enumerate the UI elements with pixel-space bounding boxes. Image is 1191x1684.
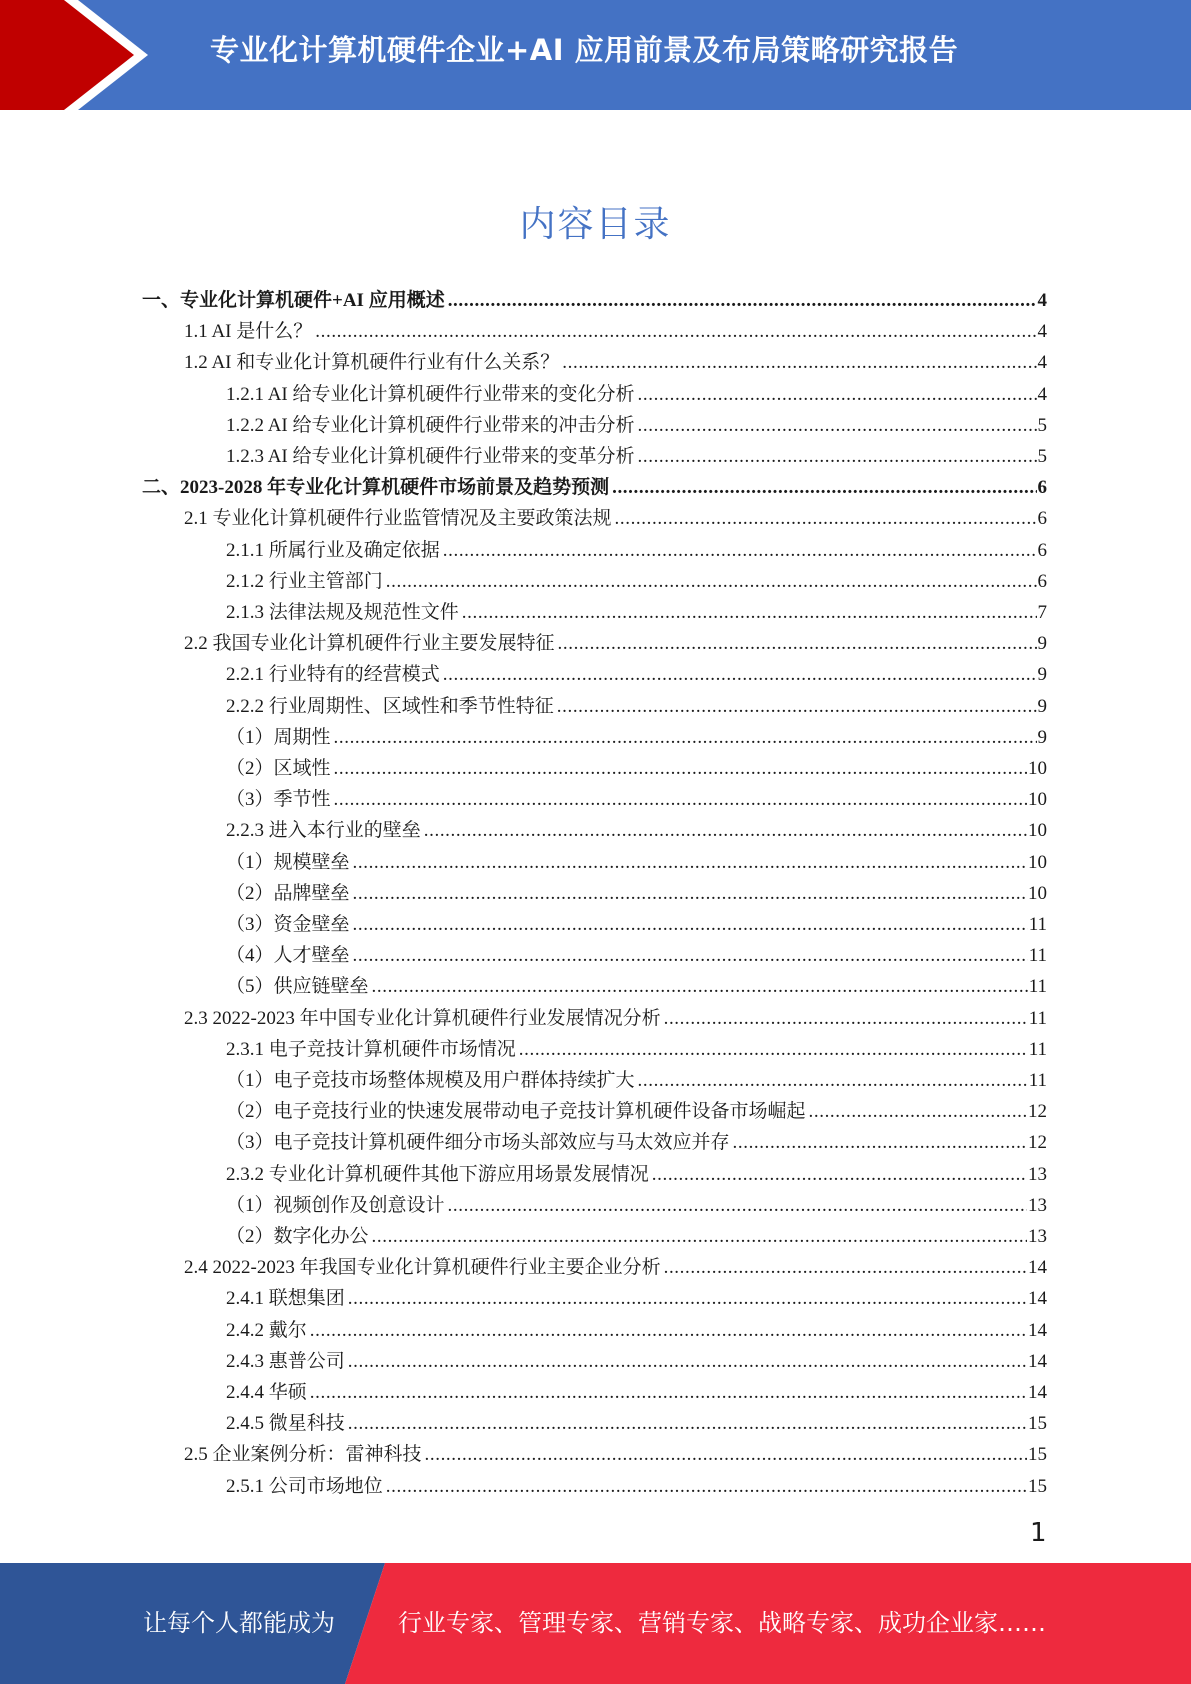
report-title: 专业化计算机硬件企业+AI 应用前景及布局策略研究报告 xyxy=(210,33,959,67)
toc-entry[interactable] xyxy=(226,1315,1047,1346)
toc-entry-title: （2）区域性 xyxy=(226,758,331,779)
toc-dot-leader xyxy=(315,316,1036,347)
toc-entry-title: 1.2.2 AI 给专业化计算机硬件行业带来的冲击分析 xyxy=(226,415,635,436)
toc-dot-leader xyxy=(519,1034,1028,1065)
toc-entry-page: 10 xyxy=(1028,852,1047,873)
toc-entry-title: （1）视频创作及创意设计 xyxy=(226,1195,445,1216)
toc-entry-title: 1.2.1 AI 给专业化计算机硬件行业带来的变化分析 xyxy=(226,384,635,405)
toc-entry-title: （2）品牌壁垒 xyxy=(226,883,350,904)
toc-dot-leader xyxy=(372,971,1028,1002)
toc-entry[interactable] xyxy=(226,441,1047,472)
toc-dot-leader xyxy=(809,1096,1027,1127)
report-header xyxy=(0,0,1191,110)
toc-entry-page: 15 xyxy=(1028,1444,1047,1465)
toc-entry-title: 2.2 我国专业化计算机硬件行业主要发展特征 xyxy=(184,633,555,654)
toc-entry[interactable] xyxy=(226,1159,1047,1190)
toc-entry-title: 一、专业化计算机硬件+AI 应用概述 xyxy=(142,290,445,311)
toc-entry-page: 6 xyxy=(1037,477,1047,498)
toc-entry-title: 2.2.1 行业特有的经营模式 xyxy=(226,664,440,685)
toc-entry[interactable] xyxy=(226,847,1047,878)
toc-entry-title: （3）电子竞技计算机硬件细分市场头部效应与马太效应并存 xyxy=(226,1132,730,1153)
toc-dot-leader xyxy=(638,441,1037,472)
toc-dot-leader xyxy=(310,1377,1027,1408)
toc-entry-page: 4 xyxy=(1037,290,1047,311)
toc-entry-page: 13 xyxy=(1028,1195,1047,1216)
toc-dot-leader xyxy=(372,1221,1027,1252)
toc-entry[interactable] xyxy=(226,753,1047,784)
toc-dot-leader xyxy=(562,347,1036,378)
toc-dot-leader xyxy=(334,753,1027,784)
toc-entry-title: 二、2023-2028 年专业化计算机硬件市场前景及趋势预测 xyxy=(142,477,610,498)
toc-entry[interactable] xyxy=(184,1252,1047,1283)
toc-entry[interactable] xyxy=(226,1346,1047,1377)
toc-entry-title: （1）规模壁垒 xyxy=(226,852,350,873)
toc-entry[interactable] xyxy=(226,410,1047,441)
toc-entry-title: 2.1 专业化计算机硬件行业监管情况及主要政策法规 xyxy=(184,508,612,529)
toc-entry[interactable] xyxy=(226,659,1047,690)
toc-entry-title: 1.2.3 AI 给专业化计算机硬件行业带来的变革分析 xyxy=(226,446,635,467)
toc-entry-page: 12 xyxy=(1028,1132,1047,1153)
toc-entry-title: 2.3.2 专业化计算机硬件其他下游应用场景发展情况 xyxy=(226,1164,649,1185)
toc-entry[interactable] xyxy=(226,784,1047,815)
toc-entry-page: 10 xyxy=(1028,789,1047,810)
toc-dot-leader xyxy=(443,535,1037,566)
toc-dot-leader xyxy=(448,1190,1027,1221)
footer-slogan-left: 让每个人都能成为 xyxy=(143,1609,335,1637)
toc-entry[interactable] xyxy=(226,1377,1047,1408)
toc-entry[interactable] xyxy=(226,1096,1047,1127)
toc-entry[interactable] xyxy=(142,285,1047,316)
toc-entry-page: 5 xyxy=(1037,446,1047,467)
toc-entry-page: 14 xyxy=(1028,1288,1047,1309)
toc-entry[interactable] xyxy=(226,940,1047,971)
toc-dot-leader xyxy=(425,1439,1027,1470)
toc-entry[interactable] xyxy=(226,597,1047,628)
toc-entry-page: 10 xyxy=(1028,758,1047,779)
toc-entry[interactable] xyxy=(226,1034,1047,1065)
toc-entry-page: 6 xyxy=(1037,508,1047,529)
toc-dot-leader xyxy=(638,1065,1028,1096)
toc-entry[interactable] xyxy=(226,815,1047,846)
toc-entry-title: 2.5.1 公司市场地位 xyxy=(226,1476,383,1497)
toc-entry-page: 6 xyxy=(1037,540,1047,561)
toc-entry-title: 2.4 2022-2023 年我国专业化计算机硬件行业主要企业分析 xyxy=(184,1257,661,1278)
toc-entry-title: 2.2.2 行业周期性、区域性和季节性特征 xyxy=(226,696,554,717)
toc-entry-page: 9 xyxy=(1037,633,1047,654)
toc-entry[interactable] xyxy=(226,691,1047,722)
toc-entry[interactable] xyxy=(226,878,1047,909)
toc-entry-page: 10 xyxy=(1028,883,1047,904)
toc-entry-page: 12 xyxy=(1028,1101,1047,1122)
toc-entry-page: 11 xyxy=(1028,1008,1047,1029)
toc-dot-leader xyxy=(612,472,1036,503)
toc-entry-title: 2.3 2022-2023 年中国专业化计算机硬件行业发展情况分析 xyxy=(184,1008,661,1029)
toc-entry-title: 2.4.2 戴尔 xyxy=(226,1320,307,1341)
toc-entry-page: 14 xyxy=(1028,1320,1047,1341)
toc-dot-leader xyxy=(348,1283,1027,1314)
toc-entry[interactable] xyxy=(226,1065,1047,1096)
toc-dot-leader xyxy=(664,1252,1027,1283)
toc-entry-page: 9 xyxy=(1037,664,1047,685)
toc-heading: 内容目录 xyxy=(519,204,672,245)
toc-entry-page: 4 xyxy=(1037,321,1047,342)
toc-dot-leader xyxy=(353,847,1027,878)
toc-entry-title: 2.4.1 联想集团 xyxy=(226,1288,345,1309)
toc-entry-page: 4 xyxy=(1037,384,1047,405)
toc-entry-title: 1.1 AI 是什么？ xyxy=(184,321,313,342)
toc-entry-title: 2.2.3 进入本行业的壁垒 xyxy=(226,820,421,841)
toc-dot-leader xyxy=(462,597,1037,628)
toc-entry-title: （1）电子竞技市场整体规模及用户群体持续扩大 xyxy=(226,1070,635,1091)
toc-dot-leader xyxy=(334,784,1027,815)
toc-dot-leader xyxy=(334,722,1037,753)
toc-entry-page: 11 xyxy=(1028,1039,1047,1060)
page-number: 1 xyxy=(1030,1518,1047,1548)
toc-dot-leader xyxy=(386,1471,1027,1502)
toc-entry-title: 2.1.3 法律法规及规范性文件 xyxy=(226,602,459,623)
toc-entry-page: 5 xyxy=(1037,415,1047,436)
toc-entry[interactable] xyxy=(226,722,1047,753)
toc-entry-title: 2.3.1 电子竞技计算机硬件市场情况 xyxy=(226,1039,516,1060)
toc-entry[interactable] xyxy=(226,971,1047,1002)
toc-entry-title: （1）周期性 xyxy=(226,727,331,748)
toc-entry-page: 4 xyxy=(1037,352,1047,373)
toc-entry[interactable] xyxy=(184,1439,1047,1470)
toc-entry-page: 9 xyxy=(1037,727,1047,748)
toc-entry-page: 7 xyxy=(1037,602,1047,623)
footer-slogan-right: 行业专家、管理专家、营销专家、战略专家、成功企业家…… xyxy=(398,1609,1046,1637)
toc-entry-page: 13 xyxy=(1028,1226,1047,1247)
toc-dot-leader xyxy=(353,909,1028,940)
toc-entry-title: （2）数字化办公 xyxy=(226,1226,369,1247)
toc-entry-page: 9 xyxy=(1037,696,1047,717)
toc-entry[interactable] xyxy=(226,1221,1047,1252)
toc-entry-title: 2.4.5 微星科技 xyxy=(226,1413,345,1434)
report-footer xyxy=(0,1563,1191,1684)
toc-entry-page: 13 xyxy=(1028,1164,1047,1185)
toc-entry[interactable] xyxy=(226,566,1047,597)
toc-entry-title: （2）电子竞技行业的快速发展带动电子竞技计算机硬件设备市场崛起 xyxy=(226,1101,806,1122)
toc-entry[interactable] xyxy=(184,628,1047,659)
toc-entry-title: 2.1.2 行业主管部门 xyxy=(226,571,383,592)
toc-dot-leader xyxy=(638,379,1037,410)
toc-entry-title: 1.2 AI 和专业化计算机硬件行业有什么关系？ xyxy=(184,352,560,373)
toc-entry-title: 2.4.3 惠普公司 xyxy=(226,1351,345,1372)
toc-entry-title: 2.4.4 华硕 xyxy=(226,1382,307,1403)
toc-dot-leader xyxy=(664,1003,1028,1034)
toc-entry[interactable] xyxy=(226,379,1047,410)
toc-entry[interactable] xyxy=(226,1190,1047,1221)
toc-dot-leader xyxy=(733,1127,1027,1158)
toc-entry[interactable] xyxy=(142,472,1047,503)
toc-dot-leader xyxy=(353,878,1027,909)
toc-entry-page: 14 xyxy=(1028,1257,1047,1278)
toc-entry-page: 10 xyxy=(1028,820,1047,841)
toc-entry-title: （4）人才壁垒 xyxy=(226,945,350,966)
toc-dot-leader xyxy=(348,1346,1027,1377)
toc-entry-title: （3）资金壁垒 xyxy=(226,914,350,935)
toc-dot-leader xyxy=(348,1408,1027,1439)
toc-dot-leader xyxy=(557,691,1037,722)
toc-entry-page: 14 xyxy=(1028,1351,1047,1372)
toc-entry[interactable] xyxy=(184,316,1047,347)
toc-dot-leader xyxy=(448,285,1037,316)
toc-entry[interactable] xyxy=(184,1003,1047,1034)
toc-dot-leader xyxy=(424,815,1027,846)
toc-dot-leader xyxy=(353,940,1028,971)
toc-entry-page: 15 xyxy=(1028,1476,1047,1497)
toc-entry[interactable] xyxy=(226,1471,1047,1502)
toc-entry[interactable] xyxy=(226,1127,1047,1158)
toc-dot-leader xyxy=(638,410,1037,441)
toc-entry[interactable] xyxy=(226,535,1047,566)
toc-entry-page: 14 xyxy=(1028,1382,1047,1403)
toc-dot-leader xyxy=(386,566,1037,597)
toc-dot-leader xyxy=(615,503,1037,534)
toc-entry[interactable] xyxy=(184,347,1047,378)
toc-entry[interactable] xyxy=(226,909,1047,940)
toc-entry-title: （3）季节性 xyxy=(226,789,331,810)
toc-entry-page: 11 xyxy=(1028,914,1047,935)
toc-entry-title: 2.1.1 所属行业及确定依据 xyxy=(226,540,440,561)
toc-dot-leader xyxy=(652,1159,1027,1190)
toc-dot-leader xyxy=(443,659,1037,690)
toc-entry-title: （5）供应链壁垒 xyxy=(226,976,369,997)
toc-dot-leader xyxy=(310,1315,1027,1346)
toc-entry-page: 6 xyxy=(1037,571,1047,592)
toc-entry-page: 11 xyxy=(1028,945,1047,966)
toc-entry[interactable] xyxy=(226,1408,1047,1439)
toc-entry-page: 11 xyxy=(1028,976,1047,997)
toc-entry-page: 15 xyxy=(1028,1413,1047,1434)
toc-entry[interactable] xyxy=(226,1283,1047,1314)
toc-dot-leader xyxy=(558,628,1037,659)
toc-entry-page: 11 xyxy=(1028,1070,1047,1091)
toc-entry-title: 2.5 企业案例分析：雷神科技 xyxy=(184,1444,422,1465)
toc-entry[interactable] xyxy=(184,503,1047,534)
